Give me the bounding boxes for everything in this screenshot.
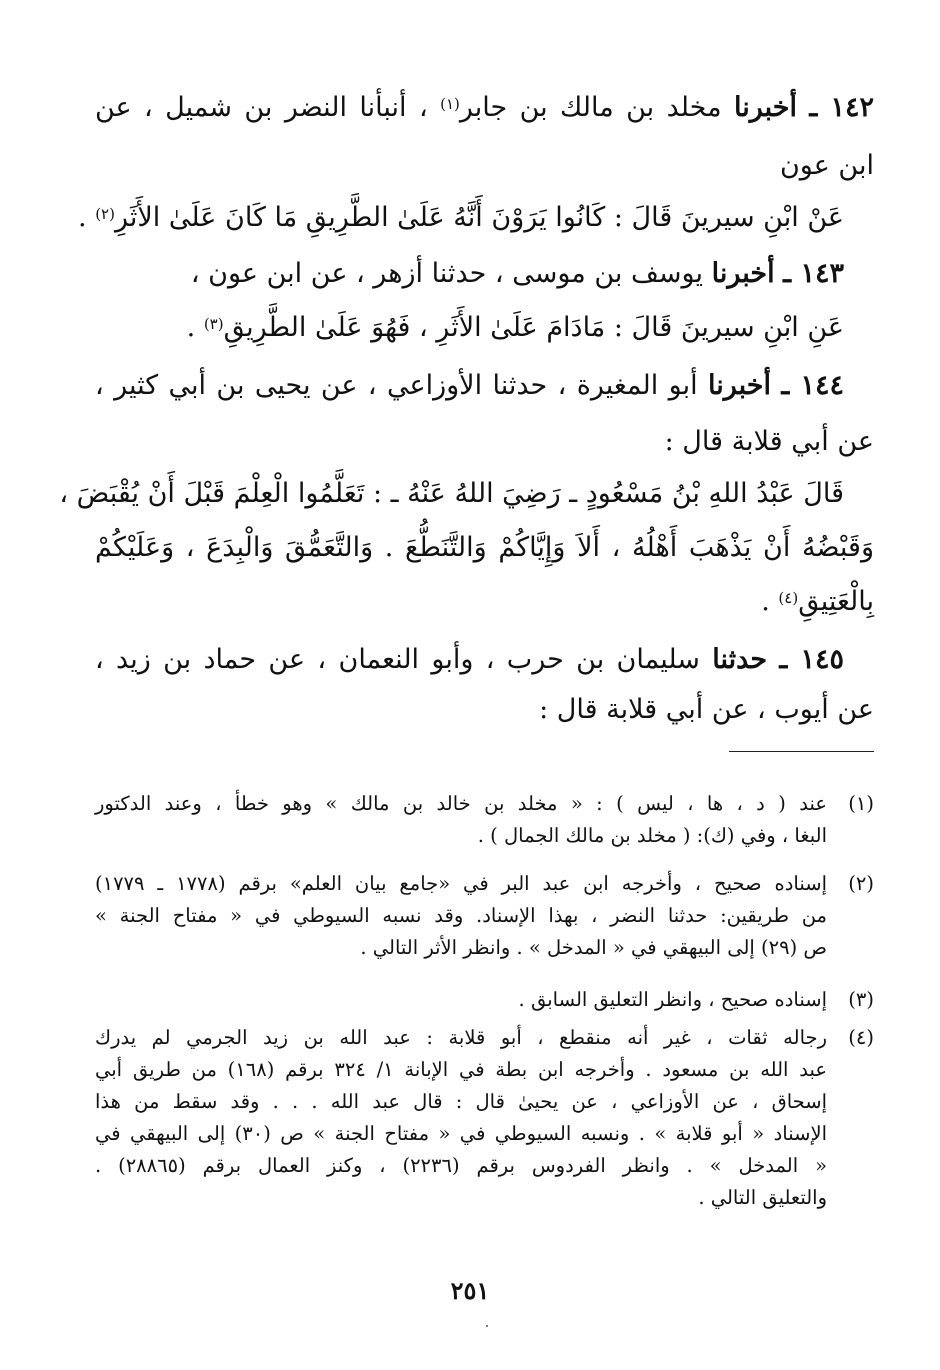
hadith-145-line-2: عن أيوب ، عن أبي قلابة قال : bbox=[539, 694, 874, 725]
matn-text: عَنِ ابْنِ سيرينَ قَالَ : مَادَامَ عَلَىٰ الأَثَرِ ، فَهُوَ عَلَىٰ الطَّرِيقِ bbox=[223, 312, 844, 343]
hadith-number: ١٤٥ ـ bbox=[779, 644, 844, 675]
footnote-1 bbox=[95, 788, 874, 852]
footnote-line: عبد الله بن مسعود . وأخرجه ابن بطة في الإبانة ١/ ٣٢٤ برقم (١٦٨) من طريق أبي bbox=[95, 1058, 827, 1081]
matn-text: بِالْعَتِيقِ bbox=[798, 586, 874, 617]
isnad-text: أبو المغيرة ، حدثنا الأوزاعي ، عن يحيى بن أبي كثير ، bbox=[95, 370, 698, 401]
isnad-text: ، أنبأنا النضر بن شميل ، عن bbox=[95, 92, 428, 123]
footnote-line: الإسناد « أبو قلابة » . ونسبه السيوطي في « مفتاح الجنة » ص (٣٠) إلى البيهقي في bbox=[95, 1122, 827, 1145]
narration-verb: أخبرنا bbox=[708, 370, 771, 401]
hadith-number: ١٤٤ ـ bbox=[781, 370, 844, 401]
hadith-145-line-1 bbox=[95, 640, 844, 680]
footnote-number: (١) bbox=[848, 792, 874, 815]
matn-text: عَنْ ابْنِ سيرينَ قَالَ : كَانُوا يَرَوْنَ أَنَّهُ عَلَىٰ الطَّرِيقِ مَا كَانَ عَلَىٰ الأَثَرِ bbox=[114, 202, 844, 233]
matn-end: . bbox=[186, 312, 196, 343]
isnad-text: يوسف بن موسى ، حدثنا أزهر ، عن ابن عون ، bbox=[190, 258, 703, 289]
hadith-142-line-1 bbox=[95, 88, 874, 128]
footnote-ref: (٣) bbox=[203, 315, 224, 333]
footnote-line: البغا ، وفي (ك): ( مخلد بن مالك الجمال ) . bbox=[477, 824, 827, 847]
hadith-143-line-1 bbox=[95, 254, 844, 294]
hadith-144-matn-line-1: قَالَ عَبْدُ اللهِ بْنُ مَسْعُودٍ ـ رَضِيَ اللهُ عَنْهُ ـ : تَعَلَّمُوا الْعِلْمَ قَبْلَ أَنْ يُقْبَضَ ، bbox=[59, 478, 844, 509]
hadith-number: ١٤٣ ـ bbox=[783, 258, 844, 289]
narration-verb: أخبرنا bbox=[733, 92, 797, 123]
footnote-ref: (٤) bbox=[778, 589, 799, 607]
footnote-4 bbox=[95, 1022, 874, 1222]
hadith-144-line-1 bbox=[95, 366, 844, 406]
matn-end: . bbox=[761, 586, 770, 617]
footnote-line: إسناده صحيح ، وانظر التعليق السابق . bbox=[518, 988, 827, 1011]
scan-speck bbox=[486, 1325, 488, 1327]
footnote-number: (٢) bbox=[848, 872, 874, 895]
matn-end: . bbox=[78, 202, 87, 233]
isnad-text: مخلد بن مالك بن جابر bbox=[459, 92, 722, 123]
hadith-143-matn bbox=[95, 308, 844, 348]
page-body bbox=[59, 86, 875, 1370]
footnote-line: عند ( د ، ها ، ليس ) : « مخلد بن خالد بن مالك » وهو خطأ ، وعند الدكتور bbox=[95, 792, 827, 815]
footnote-number: (٣) bbox=[848, 988, 874, 1011]
hadith-142-line-2: ابن عون bbox=[779, 150, 874, 181]
footnote-line: إسحاق ، عن الأوزاعي ، عن يحيىٰ قال : قال عبد الله . . . وقد سقط من هذا bbox=[95, 1090, 827, 1113]
footnote-ref: (١) bbox=[440, 95, 460, 113]
footnote-ref: (٢) bbox=[95, 205, 115, 223]
hadith-142-matn bbox=[78, 198, 844, 238]
hadith-144-matn-line-3 bbox=[95, 582, 874, 622]
footnote-line: رجاله ثقات ، غير أنه منقطع ، أبو قلابة : عبد الله بن زيد الجرمي لم يدرك bbox=[95, 1026, 827, 1049]
footnote-number: (٤) bbox=[848, 1026, 874, 1049]
footnote-3 bbox=[95, 984, 874, 1016]
footnote-line: ص (٢٩) إلى البيهقي في « المدخل » . وانظر الأثر التالي . bbox=[360, 936, 827, 959]
footnote-line: والتعليق التالي . bbox=[698, 1186, 827, 1209]
hadith-144-line-2: عن أبي قلابة قال : bbox=[664, 426, 874, 457]
narration-verb: أخبرنا bbox=[711, 258, 775, 289]
footnote-line: إسناده صحيح ، وأخرجه ابن عبد البر في «جامع بيان العلم» برقم (١٧٧٨ ـ ١٧٧٩) bbox=[95, 872, 827, 895]
hadith-144-matn-line-2: وَقَبْضُهُ أَنْ يَذْهَبَ أَهْلُهُ ، أَلاَ وَإِيَّاكُمْ وَالتَّنَطُّعَ . وَالتَّعَمُّقَ وَالْبِدَعَ ، وَعَلَيْكُمْ bbox=[95, 532, 874, 563]
page-number: ٢٥١ bbox=[450, 1276, 490, 1305]
footnote-separator bbox=[729, 751, 874, 752]
hadith-number: ١٤٢ ـ bbox=[809, 92, 875, 123]
footnote-line: « المدخل » . وانظر الفردوس برقم (٢٢٣٦) ، وكنز العمال برقم (٢٨٨٦٥) . bbox=[95, 1154, 827, 1177]
footnote-2 bbox=[95, 868, 874, 964]
narration-verb: حدثنا bbox=[712, 644, 768, 675]
footnote-line: من طريقين: حدثنا النضر ، بهذا الإسناد. وقد نسبه السيوطي في « مفتاح الجنة » bbox=[95, 904, 827, 927]
isnad-text: سليمان بن حرب ، وأبو النعمان ، عن حماد بن زيد ، bbox=[95, 644, 700, 675]
